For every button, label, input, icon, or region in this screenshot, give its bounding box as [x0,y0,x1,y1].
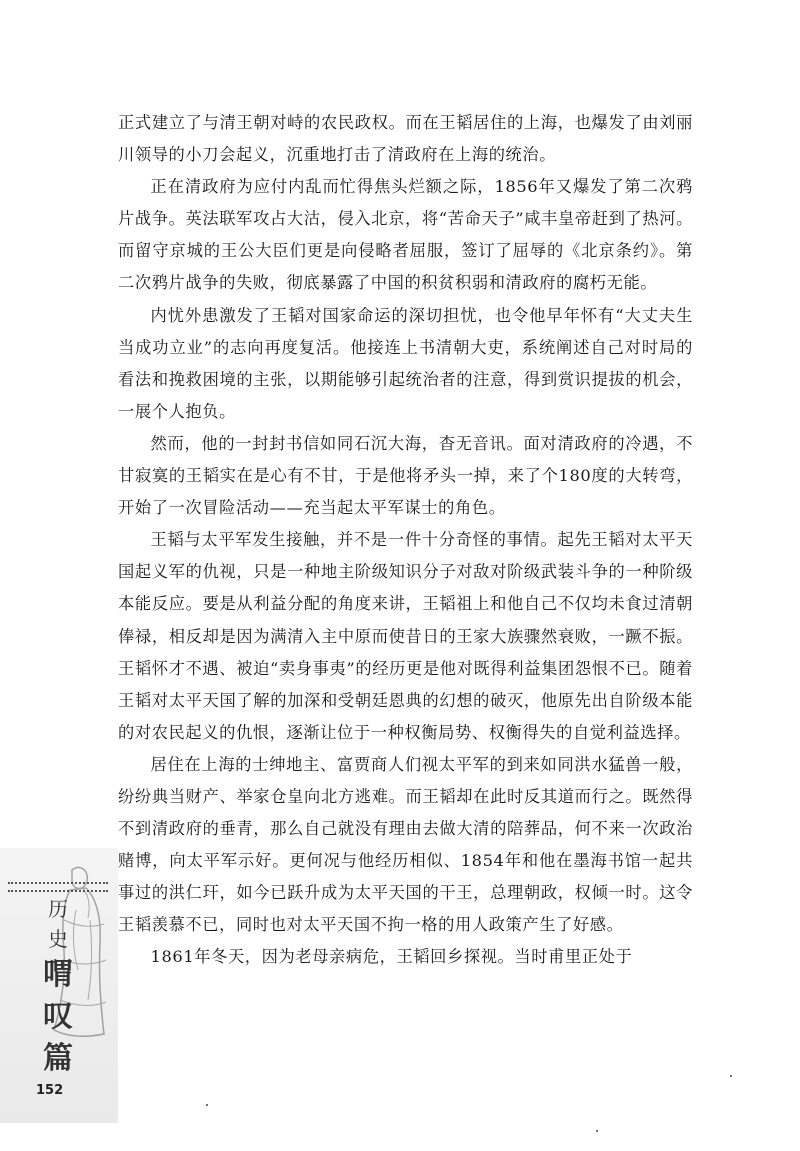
section-title-char: 喟 [43,957,73,992]
paragraph: 然而，他的一封封书信如同石沉大海，杳无音讯。面对清政府的冷遇，不甘寂寞的王韬实在是心有不甘，于是他将矛头一掉，来了个180度的大转弯，开始了一次冒险活动——充当起太平军谋士的角色。 [118,433,693,518]
section-title-char: 历 [48,897,68,921]
paragraph: 正式建立了与清王朝对峙的农民政权。而在王韬居住的上海，也爆发了由刘丽川领导的小刀会起义，沉重地打击了清政府在上海的统治。 [118,113,693,165]
paragraph: 王韬与太平军发生接触，并不是一件十分奇怪的事情。起先王韬对太平天国起义军的仇视，只是一种地主阶级知识分子对敌对阶级武装斗争的一种阶级本能反应。要是从利益分配的角度来讲，王韬祖上和他自己不仅均未食过清朝俸禄，相反却是因为满清入主中原而使昔日的王家大族骤然衰败，一蹶不振。王韬怀才不遇、被迫“卖身事夷”的经历更是他对既得利益集团怨恨不已。随着王韬对太平天国了解的加深和受朝廷恩典的幻想的破灭，他原先出自阶级本能的对农民起义的仇恨，逐渐让位于一种权衡局势、权衡得失的自觉利益选择。 [118,530,693,742]
section-title-char: 史 [48,927,68,951]
section-title-char: 篇 [43,1041,73,1076]
scan-speck [730,1075,732,1077]
body-text [118,107,693,974]
scan-speck [206,1104,208,1106]
paragraph: 正在清政府为应付内乱而忙得焦头烂额之际，1856年又爆发了第二次鸦片战争。英法联军攻占大沽，侵入北京，将“苦命天子”咸丰皇帝赶到了热河。而留守京城的王公大臣们更是向侵略者屈服，签订了屈辱的《北京条约》。第二次鸦片战争的失败，彻底暴露了中国的积贫积弱和清政府的腐朽无能。 [118,177,693,293]
section-title [36,894,80,1080]
paragraph: 内忧外患激发了王韬对国家命运的深切担忧，也令他早年怀有“大丈夫生当成功立业”的志向再度复活。他接连上书清朝大吏，系统阐述自己对时局的看法和挽救困境的主张，以期能够引起统治者的注意，得到赏识提拔的机会，一展个人抱负。 [118,305,693,421]
section-title-char: 叹 [43,999,73,1034]
paragraph: 1861年冬天，因为老母亲病危，王韬回乡探视。当时甫里正处于 [150,947,633,967]
scan-speck [596,1130,598,1132]
page-number: 152 [36,1083,64,1098]
paragraph: 居住在上海的士绅地主、富贾商人们视太平军的到来如同洪水猛兽一般，纷纷典当财产、举家仓皇向北方逃难。而王韬却在此时反其道而行之。既然得不到清政府的垂青，那么自己就没有理由去做大清的陪葬品，何不来一次政治赌博，向太平军示好。更何况与他经历相似、1854年和他在墨海书馆一起共事过的洪仁玕，如今已跃升成为太平天国的干王，总理朝政，权倾一时。这令王韬羡慕不已，同时也对太平天国不拘一格的用人政策产生了好感。 [118,754,693,935]
